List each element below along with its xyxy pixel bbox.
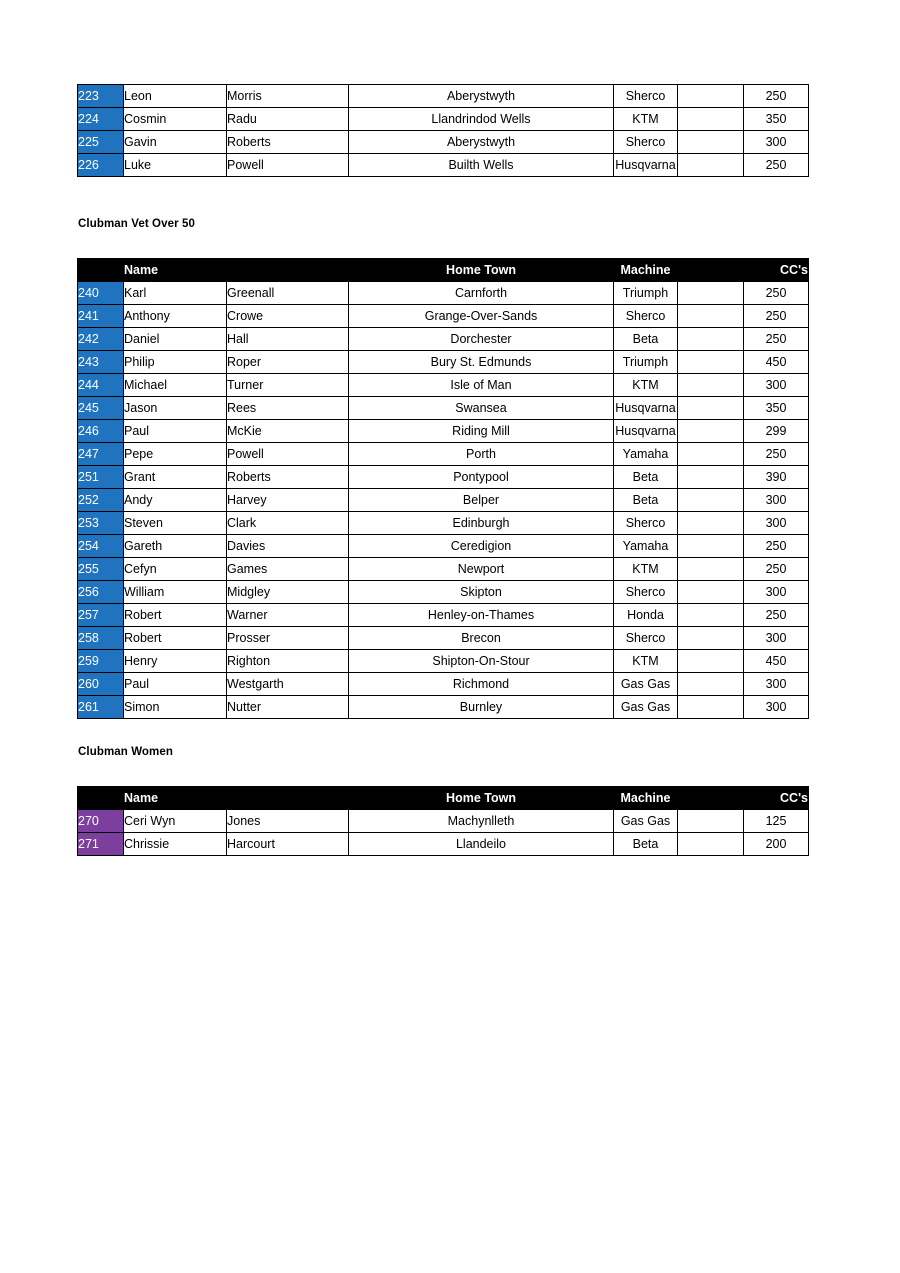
rider-machine: Husqvarna bbox=[614, 397, 678, 420]
rider-blank-cell bbox=[678, 282, 744, 305]
rider-last-name: Nutter bbox=[227, 696, 349, 719]
rider-home-town: Edinburgh bbox=[349, 512, 614, 535]
rider-number: 242 bbox=[78, 328, 124, 351]
table-row bbox=[78, 535, 809, 558]
rider-machine: Yamaha bbox=[614, 535, 678, 558]
rider-machine: Husqvarna bbox=[614, 420, 678, 443]
rider-machine: Gas Gas bbox=[614, 673, 678, 696]
rider-cc: 250 bbox=[744, 154, 809, 177]
rider-cc: 200 bbox=[744, 833, 809, 856]
rider-cc: 300 bbox=[744, 627, 809, 650]
rider-cc: 350 bbox=[744, 397, 809, 420]
rider-last-name: Roberts bbox=[227, 131, 349, 154]
table-row bbox=[78, 154, 809, 177]
rider-number: 258 bbox=[78, 627, 124, 650]
rider-cc: 350 bbox=[744, 108, 809, 131]
table-row bbox=[78, 558, 809, 581]
table-row bbox=[78, 833, 809, 856]
rider-blank-cell bbox=[678, 650, 744, 673]
rider-cc: 250 bbox=[744, 85, 809, 108]
rider-machine: Sherco bbox=[614, 581, 678, 604]
rider-blank-cell bbox=[678, 420, 744, 443]
rider-cc: 300 bbox=[744, 489, 809, 512]
rider-machine: Sherco bbox=[614, 85, 678, 108]
rider-number: 226 bbox=[78, 154, 124, 177]
rider-machine: Beta bbox=[614, 466, 678, 489]
column-header-home-town: Home Town bbox=[349, 787, 614, 810]
rider-blank-cell bbox=[678, 374, 744, 397]
rider-home-town: Grange-Over-Sands bbox=[349, 305, 614, 328]
column-header-machine: Machine bbox=[614, 787, 678, 810]
table-row bbox=[78, 443, 809, 466]
table-row bbox=[78, 374, 809, 397]
rider-number: 271 bbox=[78, 833, 124, 856]
rider-first-name: Ceri Wyn bbox=[124, 810, 227, 833]
rider-first-name: Leon bbox=[124, 85, 227, 108]
rider-home-town: Builth Wells bbox=[349, 154, 614, 177]
rider-last-name: Midgley bbox=[227, 581, 349, 604]
rider-number: 259 bbox=[78, 650, 124, 673]
rider-blank-cell bbox=[678, 108, 744, 131]
rider-machine: Sherco bbox=[614, 131, 678, 154]
table-row bbox=[78, 512, 809, 535]
rider-blank-cell bbox=[678, 397, 744, 420]
rider-blank-cell bbox=[678, 466, 744, 489]
rider-cc: 300 bbox=[744, 131, 809, 154]
rider-machine: Sherco bbox=[614, 627, 678, 650]
rider-last-name: Righton bbox=[227, 650, 349, 673]
rider-home-town: Porth bbox=[349, 443, 614, 466]
rider-cc: 299 bbox=[744, 420, 809, 443]
rider-first-name: Karl bbox=[124, 282, 227, 305]
column-header-name: Name bbox=[124, 259, 227, 282]
rider-number: 225 bbox=[78, 131, 124, 154]
entry-table-clubman-vet-over-50 bbox=[77, 258, 809, 719]
rider-cc: 250 bbox=[744, 443, 809, 466]
rider-machine: Gas Gas bbox=[614, 696, 678, 719]
rider-last-name: Powell bbox=[227, 154, 349, 177]
rider-blank-cell bbox=[678, 351, 744, 374]
column-header-number bbox=[78, 259, 124, 282]
rider-last-name: McKie bbox=[227, 420, 349, 443]
rider-last-name: Rees bbox=[227, 397, 349, 420]
rider-home-town: Dorchester bbox=[349, 328, 614, 351]
rider-home-town: Aberystwyth bbox=[349, 131, 614, 154]
rider-home-town: Burnley bbox=[349, 696, 614, 719]
table-row bbox=[78, 581, 809, 604]
column-header-blank bbox=[678, 787, 744, 810]
rider-blank-cell bbox=[678, 581, 744, 604]
rider-machine: Yamaha bbox=[614, 443, 678, 466]
rider-cc: 300 bbox=[744, 374, 809, 397]
rider-first-name: Cosmin bbox=[124, 108, 227, 131]
rider-home-town: Swansea bbox=[349, 397, 614, 420]
rider-cc: 300 bbox=[744, 581, 809, 604]
rider-machine: Honda bbox=[614, 604, 678, 627]
rider-cc: 300 bbox=[744, 696, 809, 719]
rider-last-name: Crowe bbox=[227, 305, 349, 328]
rider-first-name: Simon bbox=[124, 696, 227, 719]
table-row bbox=[78, 420, 809, 443]
rider-blank-cell bbox=[678, 131, 744, 154]
rider-number: 224 bbox=[78, 108, 124, 131]
rider-last-name: Clark bbox=[227, 512, 349, 535]
rider-number: 251 bbox=[78, 466, 124, 489]
column-header-cc: CC's bbox=[744, 787, 809, 810]
rider-last-name: Hall bbox=[227, 328, 349, 351]
table-row bbox=[78, 131, 809, 154]
rider-blank-cell bbox=[678, 443, 744, 466]
rider-blank-cell bbox=[678, 154, 744, 177]
rider-last-name: Turner bbox=[227, 374, 349, 397]
table-row bbox=[78, 489, 809, 512]
rider-first-name: William bbox=[124, 581, 227, 604]
table-row bbox=[78, 466, 809, 489]
rider-blank-cell bbox=[678, 627, 744, 650]
table-row bbox=[78, 696, 809, 719]
rider-last-name: Games bbox=[227, 558, 349, 581]
rider-first-name: Gareth bbox=[124, 535, 227, 558]
rider-cc: 390 bbox=[744, 466, 809, 489]
rider-last-name: Morris bbox=[227, 85, 349, 108]
rider-cc: 250 bbox=[744, 558, 809, 581]
rider-machine: Husqvarna bbox=[614, 154, 678, 177]
rider-first-name: Steven bbox=[124, 512, 227, 535]
rider-last-name: Greenall bbox=[227, 282, 349, 305]
table-row bbox=[78, 328, 809, 351]
column-header-machine: Machine bbox=[614, 259, 678, 282]
rider-cc: 250 bbox=[744, 282, 809, 305]
rider-number: 243 bbox=[78, 351, 124, 374]
table-row bbox=[78, 108, 809, 131]
column-header-cc: CC's bbox=[744, 259, 809, 282]
rider-first-name: Robert bbox=[124, 627, 227, 650]
rider-first-name: Chrissie bbox=[124, 833, 227, 856]
rider-cc: 250 bbox=[744, 328, 809, 351]
rider-cc: 300 bbox=[744, 512, 809, 535]
rider-home-town: Bury St. Edmunds bbox=[349, 351, 614, 374]
section-heading-clubman-vet-over-50: Clubman Vet Over 50 bbox=[78, 218, 195, 230]
rider-machine: Triumph bbox=[614, 282, 678, 305]
column-header-number bbox=[78, 787, 124, 810]
rider-number: 244 bbox=[78, 374, 124, 397]
rider-first-name: Gavin bbox=[124, 131, 227, 154]
rider-blank-cell bbox=[678, 833, 744, 856]
rider-last-name: Roberts bbox=[227, 466, 349, 489]
rider-first-name: Grant bbox=[124, 466, 227, 489]
rider-first-name: Michael bbox=[124, 374, 227, 397]
rider-number: 241 bbox=[78, 305, 124, 328]
table-row bbox=[78, 397, 809, 420]
rider-number: 223 bbox=[78, 85, 124, 108]
rider-last-name: Harcourt bbox=[227, 833, 349, 856]
table-header-row bbox=[78, 787, 809, 810]
table-row bbox=[78, 351, 809, 374]
rider-home-town: Henley-on-Thames bbox=[349, 604, 614, 627]
rider-first-name: Anthony bbox=[124, 305, 227, 328]
rider-number: 255 bbox=[78, 558, 124, 581]
rider-blank-cell bbox=[678, 512, 744, 535]
rider-number: 246 bbox=[78, 420, 124, 443]
rider-home-town: Brecon bbox=[349, 627, 614, 650]
rider-home-town: Shipton-On-Stour bbox=[349, 650, 614, 673]
rider-blank-cell bbox=[678, 305, 744, 328]
rider-blank-cell bbox=[678, 810, 744, 833]
rider-home-town: Machynlleth bbox=[349, 810, 614, 833]
rider-first-name: Philip bbox=[124, 351, 227, 374]
rider-machine: Beta bbox=[614, 833, 678, 856]
rider-last-name: Roper bbox=[227, 351, 349, 374]
table-header-row bbox=[78, 259, 809, 282]
rider-first-name: Cefyn bbox=[124, 558, 227, 581]
rider-number: 261 bbox=[78, 696, 124, 719]
rider-first-name: Jason bbox=[124, 397, 227, 420]
rider-last-name: Warner bbox=[227, 604, 349, 627]
rider-machine: KTM bbox=[614, 374, 678, 397]
rider-home-town: Ceredigion bbox=[349, 535, 614, 558]
rider-last-name: Prosser bbox=[227, 627, 349, 650]
rider-first-name: Paul bbox=[124, 673, 227, 696]
table-row bbox=[78, 627, 809, 650]
rider-number: 270 bbox=[78, 810, 124, 833]
rider-first-name: Robert bbox=[124, 604, 227, 627]
rider-blank-cell bbox=[678, 535, 744, 558]
rider-last-name: Westgarth bbox=[227, 673, 349, 696]
rider-machine: Sherco bbox=[614, 305, 678, 328]
column-header-surname bbox=[227, 787, 349, 810]
rider-home-town: Carnforth bbox=[349, 282, 614, 305]
section-heading-clubman-women: Clubman Women bbox=[78, 746, 174, 758]
rider-blank-cell bbox=[678, 673, 744, 696]
table-row bbox=[78, 810, 809, 833]
column-header-blank bbox=[678, 259, 744, 282]
table-row bbox=[78, 282, 809, 305]
rider-first-name: Luke bbox=[124, 154, 227, 177]
rider-last-name: Powell bbox=[227, 443, 349, 466]
rider-cc: 125 bbox=[744, 810, 809, 833]
rider-machine: KTM bbox=[614, 108, 678, 131]
rider-blank-cell bbox=[678, 696, 744, 719]
rider-home-town: Riding Mill bbox=[349, 420, 614, 443]
rider-last-name: Radu bbox=[227, 108, 349, 131]
rider-number: 256 bbox=[78, 581, 124, 604]
rider-cc: 450 bbox=[744, 650, 809, 673]
rider-machine: KTM bbox=[614, 558, 678, 581]
rider-machine: KTM bbox=[614, 650, 678, 673]
column-header-name: Name bbox=[124, 787, 227, 810]
rider-first-name: Paul bbox=[124, 420, 227, 443]
rider-first-name: Pepe bbox=[124, 443, 227, 466]
rider-number: 260 bbox=[78, 673, 124, 696]
rider-number: 257 bbox=[78, 604, 124, 627]
rider-last-name: Davies bbox=[227, 535, 349, 558]
rider-cc: 450 bbox=[744, 351, 809, 374]
rider-machine: Beta bbox=[614, 328, 678, 351]
rider-machine: Beta bbox=[614, 489, 678, 512]
column-header-surname bbox=[227, 259, 349, 282]
rider-last-name: Harvey bbox=[227, 489, 349, 512]
rider-home-town: Llandeilo bbox=[349, 833, 614, 856]
rider-blank-cell bbox=[678, 328, 744, 351]
rider-cc: 250 bbox=[744, 535, 809, 558]
rider-home-town: Aberystwyth bbox=[349, 85, 614, 108]
rider-number: 253 bbox=[78, 512, 124, 535]
table-row bbox=[78, 305, 809, 328]
rider-machine: Triumph bbox=[614, 351, 678, 374]
rider-first-name: Henry bbox=[124, 650, 227, 673]
rider-blank-cell bbox=[678, 489, 744, 512]
rider-machine: Sherco bbox=[614, 512, 678, 535]
rider-number: 254 bbox=[78, 535, 124, 558]
rider-first-name: Daniel bbox=[124, 328, 227, 351]
rider-home-town: Belper bbox=[349, 489, 614, 512]
rider-number: 247 bbox=[78, 443, 124, 466]
table-row bbox=[78, 604, 809, 627]
rider-number: 240 bbox=[78, 282, 124, 305]
rider-number: 252 bbox=[78, 489, 124, 512]
entry-table-clubman-women bbox=[77, 786, 809, 856]
rider-cc: 250 bbox=[744, 604, 809, 627]
rider-home-town: Newport bbox=[349, 558, 614, 581]
rider-home-town: Richmond bbox=[349, 673, 614, 696]
rider-blank-cell bbox=[678, 85, 744, 108]
rider-home-town: Isle of Man bbox=[349, 374, 614, 397]
rider-blank-cell bbox=[678, 558, 744, 581]
rider-first-name: Andy bbox=[124, 489, 227, 512]
rider-home-town: Llandrindod Wells bbox=[349, 108, 614, 131]
rider-cc: 250 bbox=[744, 305, 809, 328]
table-row bbox=[78, 85, 809, 108]
rider-blank-cell bbox=[678, 604, 744, 627]
rider-machine: Gas Gas bbox=[614, 810, 678, 833]
rider-last-name: Jones bbox=[227, 810, 349, 833]
rider-home-town: Pontypool bbox=[349, 466, 614, 489]
table-row bbox=[78, 650, 809, 673]
table-row bbox=[78, 673, 809, 696]
rider-cc: 300 bbox=[744, 673, 809, 696]
rider-home-town: Skipton bbox=[349, 581, 614, 604]
column-header-home-town: Home Town bbox=[349, 259, 614, 282]
rider-number: 245 bbox=[78, 397, 124, 420]
entry-table-continued-table bbox=[77, 84, 809, 177]
